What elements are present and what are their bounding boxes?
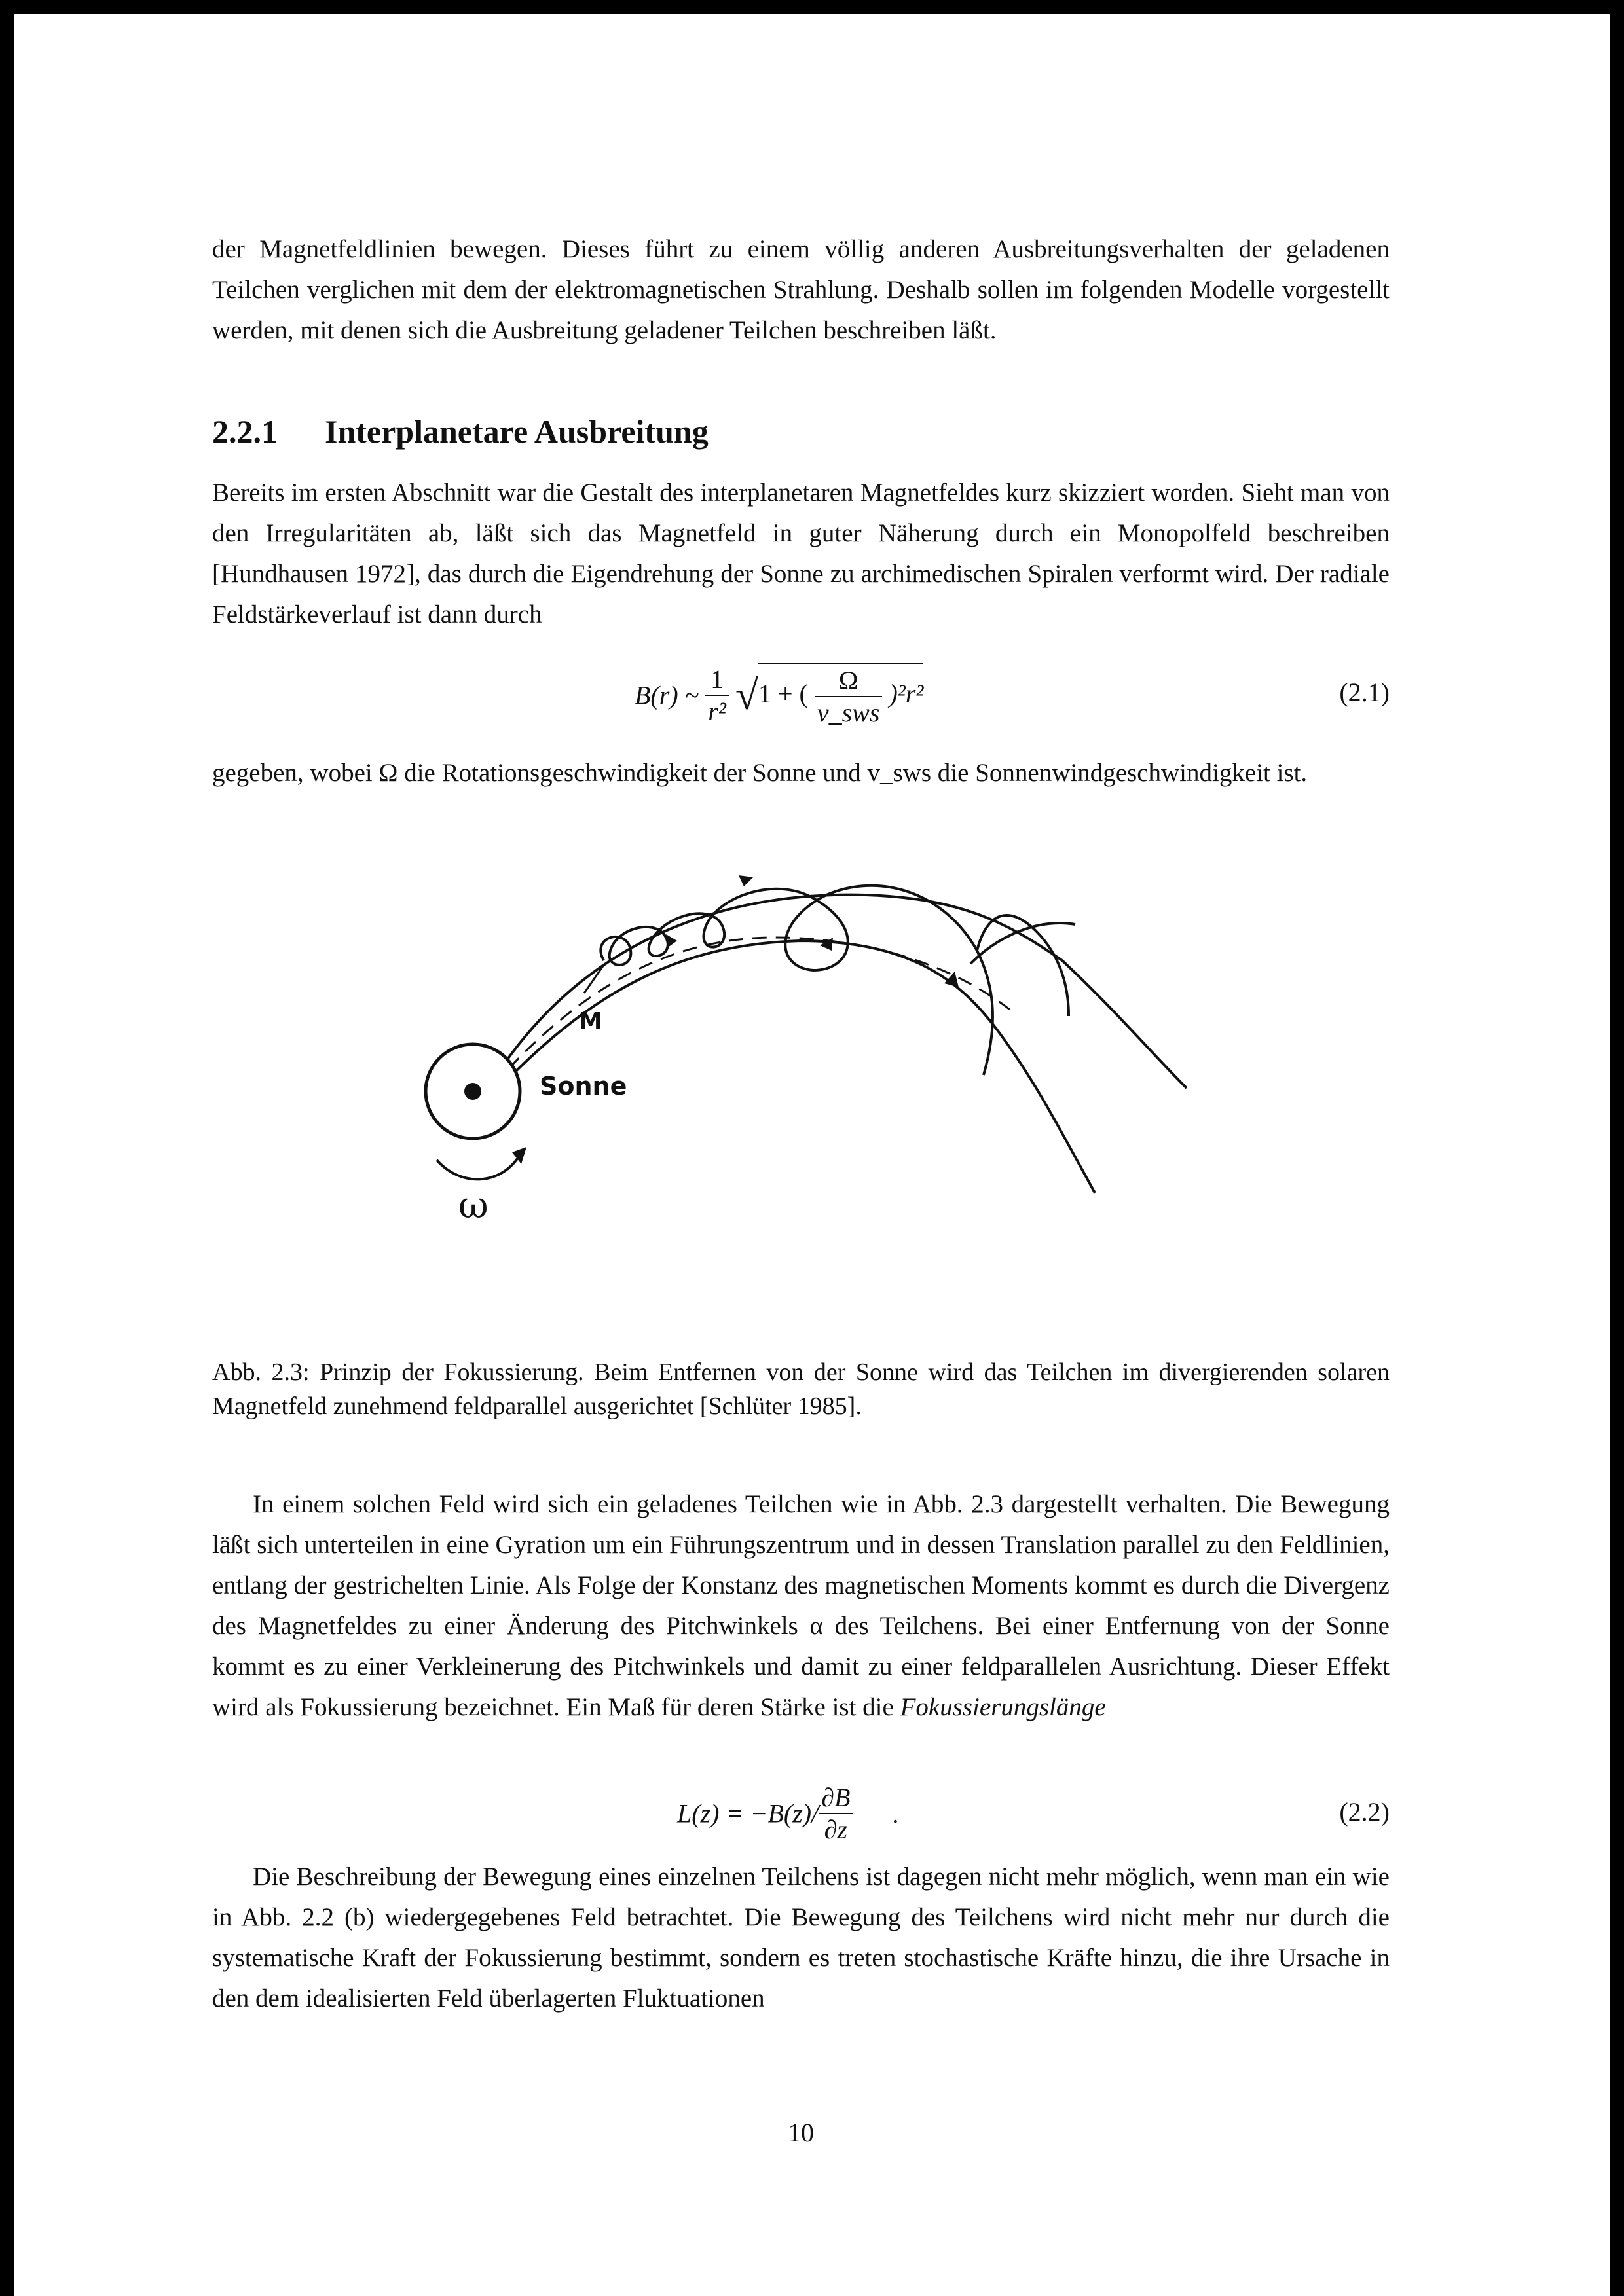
arrow-head: [739, 875, 753, 886]
eq1-sqrt: [735, 663, 923, 728]
equation-2-2: [212, 1782, 1390, 1848]
outer-field-line-right: [1062, 960, 1187, 1088]
paragraph-focusing: [212, 1484, 1390, 1728]
focusing-figure: [407, 859, 1232, 1291]
figure-caption: Abb. 2.3: Prinzip der Fokussierung. Beim Entfernen von der Sonne wird das Teilchen im divergierenden solaren Magnetfeld zunehmend feldparallel ausgerichtet [Schlüter 1985].: [212, 1358, 1390, 1420]
eq1-frac-den: r²: [705, 695, 729, 727]
outer-field-line-lower: [512, 941, 1095, 1193]
guiding-center-dashed-line: [509, 938, 1010, 1068]
eq2-lhs: L(z) = −B(z)/: [677, 1798, 819, 1829]
gyration-path: [600, 886, 993, 1075]
sun-center-dot: [464, 1083, 481, 1100]
eq2-trail: .: [892, 1798, 899, 1829]
eq2-frac-den: ∂z: [819, 1813, 853, 1845]
m-pointer-line: [584, 965, 604, 993]
eq2-frac-num: ∂B: [821, 1783, 851, 1812]
page-number: 10: [788, 2118, 814, 2147]
section-number: 2.2.1: [212, 413, 278, 450]
eq1-radicand: [758, 663, 923, 728]
eq1-inner-den: v_sws: [815, 696, 883, 728]
section-heading: [212, 412, 709, 450]
particle-trajectory: [600, 886, 1075, 1075]
sqrt-symbol: √: [735, 672, 758, 718]
section-title: Interplanetare Ausbreitung: [325, 413, 709, 450]
paragraph-stochastic: Die Beschreibung der Bewegung eines einzelnen Teilchens ist dagegen nicht mehr möglich, wenn man ein wie in Abb. 2.2 (b) wiedergegebenes Feld betrachtet. Die Bewegung des Teilchens wird nicht mehr nur durch die systematische Kraft der Fokussierung bestimmt, sondern es treten stochastische Kräfte hinzu, die ihre Ursache in den dem idealisierten Feld überlagerten Fluktuationen: [212, 1863, 1390, 2013]
equation-number: (2.2): [1339, 1797, 1390, 1827]
eq1-inner-num: Ω: [838, 666, 858, 695]
eq2-fraction: [819, 1782, 853, 1845]
focusing-text: In einem solchen Feld wird sich ein geladenes Teilchen wie in Abb. 2.3 dargestellt verhalten. Die Bewegung läßt sich unterteilen in eine Gyration um ein Führungszentrum und in dessen Translation parallel zu den Feldlinien, entlang der gestrichelten Linie. Als Folge der Konstanz des magnetischen Moments kommt es durch die Divergenz des Magnetfeldes zu einer Änderung des Pitchwinkels α des Teilchens. Bei einer Entfernung von der Sonne kommt es zu einer Verkleinerung des Pitchwinkels und damit zu einer feldparallelen Ausrichtung. Dieser Effekt wird als Fokussierung bezeichnet. Ein Maß für deren Stärke ist die: [212, 1490, 1390, 1721]
document-page: [14, 14, 1610, 2296]
equation-2-2-body: [677, 1782, 898, 1845]
paragraph-field-description: Bereits im ersten Abschnitt war die Gestalt des interplanetaren Magnetfeldes kurz skizziert worden. Sieht man von den Irregularitäten ab, läßt sich das Magnetfeld in guter Näherung durch ein Monopolfeld beschreiben [Hundhausen 1972], das durch die Eigendrehung der Sonne zu archimedischen Spiralen verformt wird. Der radiale Feldstärkeverlauf ist dann durch: [212, 479, 1390, 629]
outer-field-line-upper: [506, 895, 1062, 1062]
equation-number: (2.1): [1339, 678, 1390, 707]
rotation-arrow: [437, 1157, 519, 1179]
label-sun: Sonne: [540, 1072, 627, 1101]
eq1-sqrt-suffix: )²r²: [889, 679, 924, 709]
eq1-lhs: B(r) ~: [635, 680, 699, 710]
focusing-term: Fokussierungslänge: [900, 1693, 1106, 1721]
eq1-fraction: [705, 664, 729, 727]
eq1-frac-num: 1: [710, 665, 724, 694]
eq1-inner-fraction: [815, 665, 883, 728]
label-omega: ω: [458, 1184, 489, 1227]
paragraph-equation-explanation: gegeben, wobei Ω die Rotationsgeschwindigkeit der Sonne und v_sws die Sonnenwindgeschwindigkeit ist.: [212, 759, 1308, 787]
eq1-sqrt-prefix: 1 + (: [758, 679, 808, 709]
paragraph-intro: der Magnetfeldlinien bewegen. Dieses führt zu einem völlig anderen Ausbreitungsverhalten der geladenen Teilchen verglichen mit dem der elektromagnetischen Strahlung. Deshalb sollen im folgenden Modelle vorgestellt werden, mit denen sich die Ausbreitung geladener Teilchen beschreiben läßt.: [212, 235, 1390, 344]
equation-2-1-body: [635, 663, 923, 728]
equation-2-1: [212, 663, 1390, 728]
label-m: M: [579, 1008, 602, 1035]
